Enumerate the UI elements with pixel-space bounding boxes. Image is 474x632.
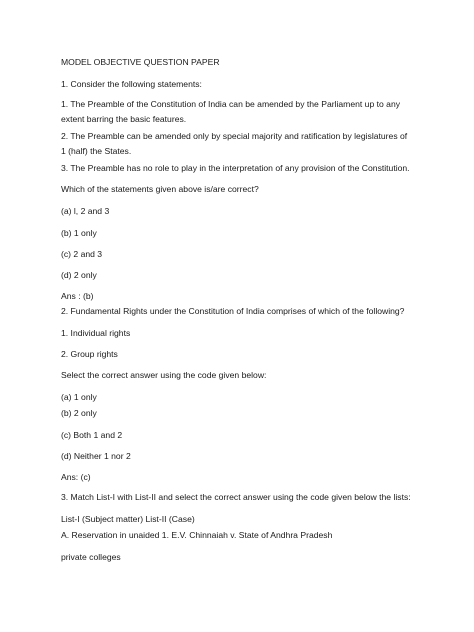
- q2-option-a: (a) 1 only: [61, 392, 97, 402]
- q1-option-d: (d) 2 only: [61, 270, 97, 280]
- q1-option-a: (a) l, 2 and 3: [61, 206, 110, 216]
- q1-statement-1: 1. The Preamble of the Constitution of India can be amended by the Parliament up to any extent barring the basic features.: [61, 99, 401, 124]
- q1-option-c: (c) 2 and 3: [61, 249, 103, 259]
- q2-statement-2: 2. Group rights: [61, 349, 118, 359]
- q3-row-a: A. Reservation in unaided 1. E.V. Chinnaiah v. State of Andhra Pradesh: [61, 530, 333, 540]
- q3-lists-header: List-I (Subject matter) List-II (Case): [61, 514, 195, 524]
- q2-option-c: (c) Both 1 and 2: [61, 430, 123, 440]
- q2-statement-1: 1. Individual rights: [61, 328, 131, 338]
- q2-option-b: (b) 2 only: [61, 408, 97, 418]
- document-title: MODEL OBJECTIVE QUESTION PAPER: [61, 57, 220, 67]
- q1-option-b: (b) 1 only: [61, 228, 97, 238]
- q1-statement-2: 2. The Preamble can be amended only by special majority and ratification by legislatures of 1 (half) the States.: [61, 131, 408, 156]
- q3-row-a-continued: private colleges: [61, 552, 121, 562]
- q1-statement-3: 3. The Preamble has no role to play in the interpretation of any provision of the Constitution.: [61, 163, 410, 173]
- q2-intro: 2. Fundamental Rights under the Constitution of India comprises of which of the following?: [61, 306, 405, 316]
- q3-intro: 3. Match List-I with List-II and select the correct answer using the code given below the lists:: [61, 492, 411, 502]
- q1-answer: Ans : (b): [61, 291, 94, 301]
- q1-question: Which of the statements given above is/are correct?: [61, 184, 259, 194]
- q2-answer: Ans: (c): [61, 472, 91, 482]
- q1-intro: 1. Consider the following statements:: [61, 79, 202, 89]
- q2-option-d: (d) Neither 1 nor 2: [61, 451, 131, 461]
- q2-instruction: Select the correct answer using the code given below:: [61, 370, 267, 380]
